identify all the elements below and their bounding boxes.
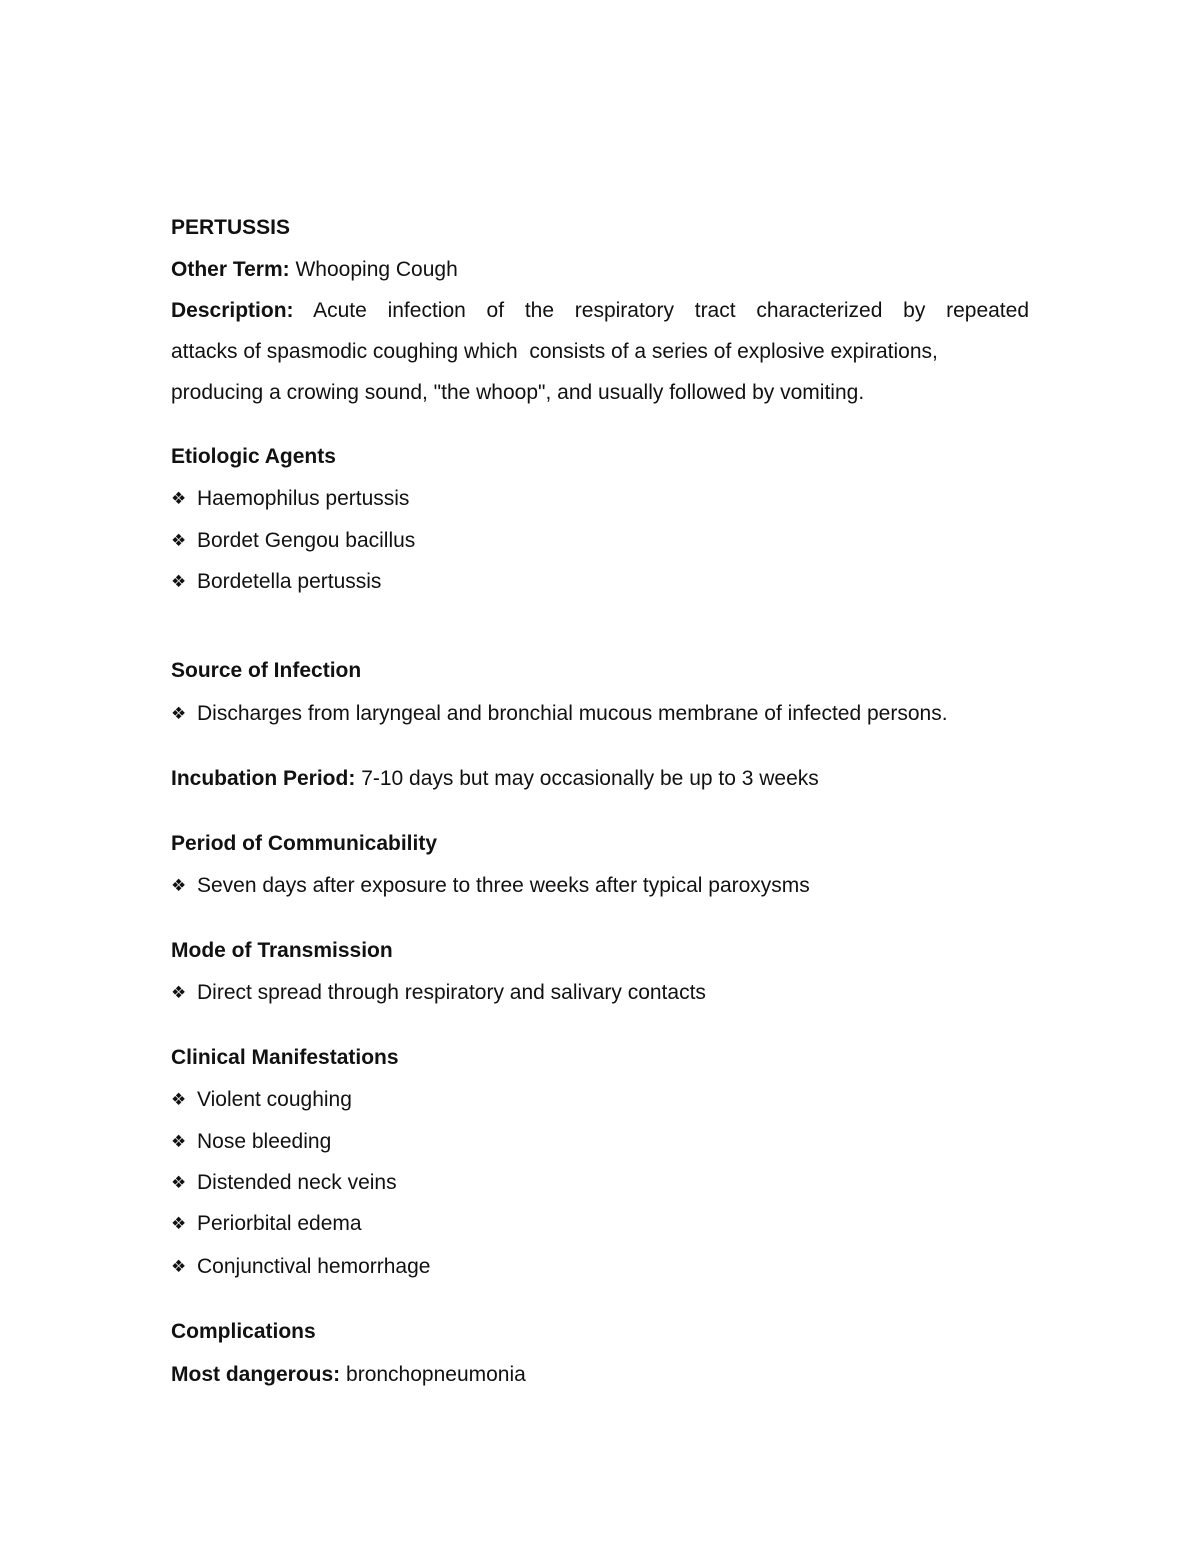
list-item [171,1170,397,1196]
list-item [171,1087,352,1113]
other-term-label: Other Term: [171,258,290,281]
list-item [171,701,948,727]
list-item [171,569,381,595]
description-justified [171,298,1029,324]
other-term-line [171,257,458,283]
other-term-value: Whooping Cough [295,258,458,281]
description-line-1 [171,298,1029,324]
most-dangerous-value: bronchopneumonia [346,1363,526,1386]
clinical-manifestations-heading: Clinical Manifestations [171,1046,399,1069]
list-item [171,528,415,554]
list-item-text: Discharges from laryngeal and bronchial mucous membrane of infected persons. [197,702,948,725]
description-line-2: attacks of spasmodic coughing which consists of a series of explosive expirations, [171,340,938,363]
period-of-communicability-heading: Period of Communicability [171,832,438,855]
description-text-1: Acute infection of the respiratory tract characterized by repeated [313,299,1029,322]
list-item-text: Seven days after exposure to three weeks after typical paroxysms [197,874,810,897]
list-item-text: Bordet Gengou bacillus [197,529,416,552]
four-diamond-bullet-icon: ❖ [171,1257,187,1277]
list-item-text: Conjunctival hemorrhage [197,1255,431,1278]
four-diamond-bullet-icon: ❖ [171,1214,187,1234]
list-item-text: Periorbital edema [197,1212,362,1235]
list-item [171,980,706,1006]
list-item [171,1129,331,1155]
list-item-text: Haemophilus pertussis [197,487,410,510]
four-diamond-bullet-icon: ❖ [171,1132,187,1152]
four-diamond-bullet-icon: ❖ [171,983,187,1003]
source-of-infection-heading: Source of Infection [171,659,362,682]
four-diamond-bullet-icon: ❖ [171,1090,187,1110]
description-label: Description: [171,299,294,322]
list-item-text: Nose bleeding [197,1130,332,1153]
list-item-text: Direct spread through respiratory and salivary contacts [197,981,706,1004]
list-item [171,1254,430,1280]
list-item [171,873,810,899]
list-item [171,486,409,512]
list-item-text: Distended neck veins [197,1171,397,1194]
mode-of-transmission-heading: Mode of Transmission [171,939,393,962]
four-diamond-bullet-icon: ❖ [171,704,187,724]
incubation-period-value: 7-10 days but may occasionally be up to 3 weeks [361,767,819,790]
four-diamond-bullet-icon: ❖ [171,489,187,509]
most-dangerous-label: Most dangerous: [171,1363,341,1386]
document-title: PERTUSSIS [171,216,291,239]
list-item-text: Violent coughing [197,1088,352,1111]
complications-heading: Complications [171,1320,316,1343]
four-diamond-bullet-icon: ❖ [171,572,187,592]
etiologic-agents-heading: Etiologic Agents [171,445,336,468]
list-item-text: Bordetella pertussis [197,570,382,593]
four-diamond-bullet-icon: ❖ [171,1173,187,1193]
incubation-period-label: Incubation Period: [171,767,356,790]
list-item [171,1211,362,1237]
four-diamond-bullet-icon: ❖ [171,531,187,551]
incubation-period-line [171,766,819,792]
most-dangerous-line [171,1362,526,1388]
description-line-3: producing a crowing sound, "the whoop", and usually followed by vomiting. [171,381,865,404]
four-diamond-bullet-icon: ❖ [171,876,187,896]
